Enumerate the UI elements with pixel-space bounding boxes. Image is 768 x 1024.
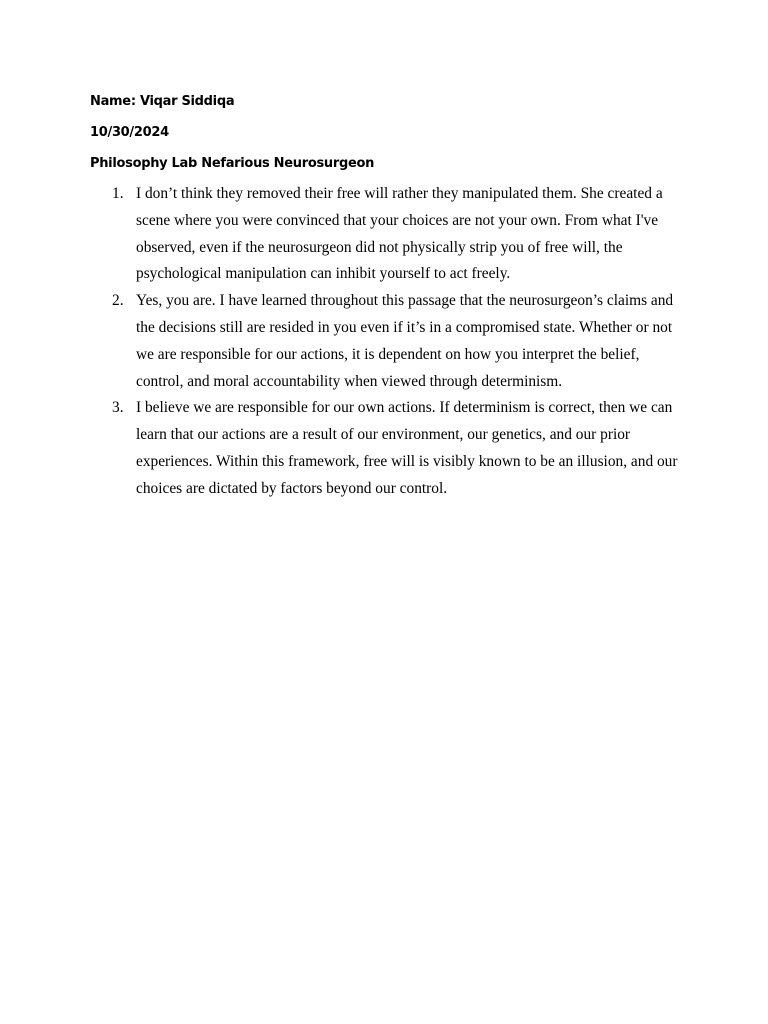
document-title: Philosophy Lab Nefarious Neurosurgeon bbox=[90, 156, 375, 171]
student-name: Name: Viqar Siddiqa bbox=[90, 94, 235, 109]
answer-text: I don’t think they removed their free will rather they manipulated them. She created a scene where you were convinced that your choices are not your own. From what I've observed, even if the neurosurgeon did not physically strip you of free will, the psychological manipulation can inhibit yourself to act freely. bbox=[136, 185, 663, 283]
answer-text: Yes, you are. I have learned throughout this passage that the neurosurgeon’s claims and the decisions still are resided in you even if it’s in a compromised state. Whether or not we are responsible for our actions, it is dependent on how you interpret the belief, control, and moral accountability when viewed through determinism. bbox=[136, 292, 674, 390]
answer-list bbox=[90, 181, 690, 503]
answer-item bbox=[90, 288, 690, 395]
answer-text: I believe we are responsible for our own actions. If determinism is correct, then we can learn that our actions are a result of our environment, our genetics, and our prior experiences. Within this framework, free will is visibly known to be an illusion, and our choices are dictated by factors beyond our control. bbox=[136, 399, 678, 497]
answer-item bbox=[90, 395, 690, 502]
answer-number: 3. bbox=[112, 399, 124, 417]
answer-number: 2. bbox=[112, 292, 124, 310]
answer-item bbox=[90, 181, 690, 288]
document-date: 10/30/2024 bbox=[90, 125, 169, 140]
answer-number: 1. bbox=[112, 185, 124, 202]
